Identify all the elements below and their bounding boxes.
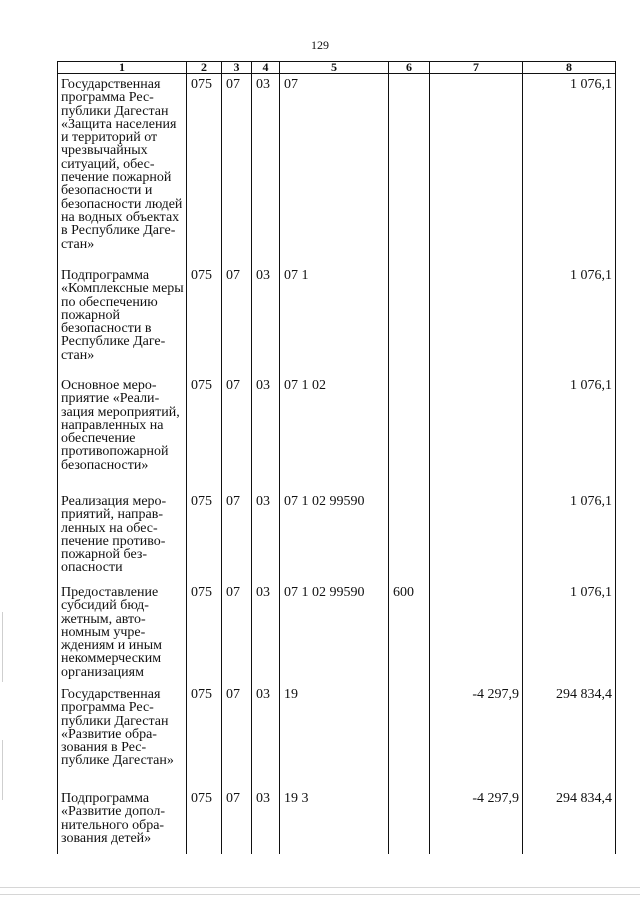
table-row: [58, 375, 616, 491]
cell-total-amount: 1 076,1: [523, 265, 616, 375]
row-name: Государственная программа Республики Дагестан «Защита населения и территорий от чрезвычайных ситуаций, обеспечение пожарной безопасности и безопасности людей на водных объектах в Республике Дагестан»: [58, 74, 187, 266]
cell-expense-type: [389, 491, 430, 582]
page-number: 129: [311, 38, 329, 52]
cell-section: 07: [222, 582, 252, 684]
cell-target-article: 07 1: [280, 265, 389, 375]
cell-total-amount: 1 076,1: [523, 582, 616, 684]
cell-ministry-code: 075: [187, 74, 222, 266]
row-name: Предоставление субсидий бюджетным, автономным учреждениям и иным некоммерческим организациям: [58, 582, 187, 684]
cell-expense-type: [389, 265, 430, 375]
cell-ministry-code: 075: [187, 684, 222, 788]
cell-change-amount: -4 297,9: [430, 684, 523, 788]
column-header: 2: [187, 62, 222, 74]
cell-section: 07: [222, 375, 252, 491]
table-row: [58, 788, 616, 854]
cell-subsection: 03: [252, 788, 280, 854]
cell-section: 07: [222, 74, 252, 266]
cell-ministry-code: 075: [187, 788, 222, 854]
cell-subsection: 03: [252, 265, 280, 375]
cell-target-article: 19: [280, 684, 389, 788]
cell-change-amount: [430, 375, 523, 491]
cell-target-article: 07 1 02 99590: [280, 582, 389, 684]
cell-subsection: 03: [252, 375, 280, 491]
cell-target-article: 07 1 02: [280, 375, 389, 491]
cell-total-amount: 1 076,1: [523, 491, 616, 582]
cell-total-amount: 1 076,1: [523, 375, 616, 491]
scan-edge-line: [0, 887, 640, 888]
cell-change-amount: [430, 582, 523, 684]
table-row: [58, 491, 616, 582]
column-header: 5: [280, 62, 389, 74]
row-name: Реализация мероприятий, направленных на обеспечение противопожарной безопасности: [58, 491, 187, 582]
scan-margin-mark: [2, 612, 3, 682]
table-row: [58, 582, 616, 684]
cell-expense-type: [389, 375, 430, 491]
scan-margin-mark: [2, 740, 3, 800]
cell-ministry-code: 075: [187, 375, 222, 491]
cell-ministry-code: 075: [187, 491, 222, 582]
table-row: [58, 684, 616, 788]
cell-section: 07: [222, 491, 252, 582]
cell-change-amount: [430, 265, 523, 375]
row-name: Основное мероприятие «Реализация мероприятий, направленных на обеспечение противопожарной безопасности»: [58, 375, 187, 491]
cell-section: 07: [222, 265, 252, 375]
cell-subsection: 03: [252, 582, 280, 684]
cell-change-amount: -4 297,9: [430, 788, 523, 854]
cell-subsection: 03: [252, 74, 280, 266]
cell-expense-type: [389, 74, 430, 266]
budget-table: [57, 61, 616, 854]
cell-subsection: 03: [252, 491, 280, 582]
cell-ministry-code: 075: [187, 265, 222, 375]
column-header: 1: [58, 62, 187, 74]
column-header: 3: [222, 62, 252, 74]
cell-target-article: 19 3: [280, 788, 389, 854]
cell-expense-type: [389, 788, 430, 854]
cell-expense-type: [389, 684, 430, 788]
table-row: [58, 265, 616, 375]
cell-target-article: 07: [280, 74, 389, 266]
row-name: Подпрограмма «Развитие дополнительного образования детей»: [58, 788, 187, 854]
cell-total-amount: 1 076,1: [523, 74, 616, 266]
cell-total-amount: 294 834,4: [523, 788, 616, 854]
cell-expense-type: 600: [389, 582, 430, 684]
cell-change-amount: [430, 491, 523, 582]
column-header: 6: [389, 62, 430, 74]
cell-subsection: 03: [252, 684, 280, 788]
column-header: 7: [430, 62, 523, 74]
cell-target-article: 07 1 02 99590: [280, 491, 389, 582]
cell-total-amount: 294 834,4: [523, 684, 616, 788]
table-row: [58, 74, 616, 266]
cell-section: 07: [222, 684, 252, 788]
cell-change-amount: [430, 74, 523, 266]
scan-edge-line: [0, 894, 640, 895]
column-header: 8: [523, 62, 616, 74]
row-name: Государственная программа Республики Дагестан «Развитие образования в Республике Дагестан»: [58, 684, 187, 788]
row-name: Подпрограмма «Комплексные меры по обеспечению пожарной безопасности в Республике Дагестан»: [58, 265, 187, 375]
cell-section: 07: [222, 788, 252, 854]
cell-ministry-code: 075: [187, 582, 222, 684]
header-row: [58, 62, 616, 74]
column-header: 4: [252, 62, 280, 74]
